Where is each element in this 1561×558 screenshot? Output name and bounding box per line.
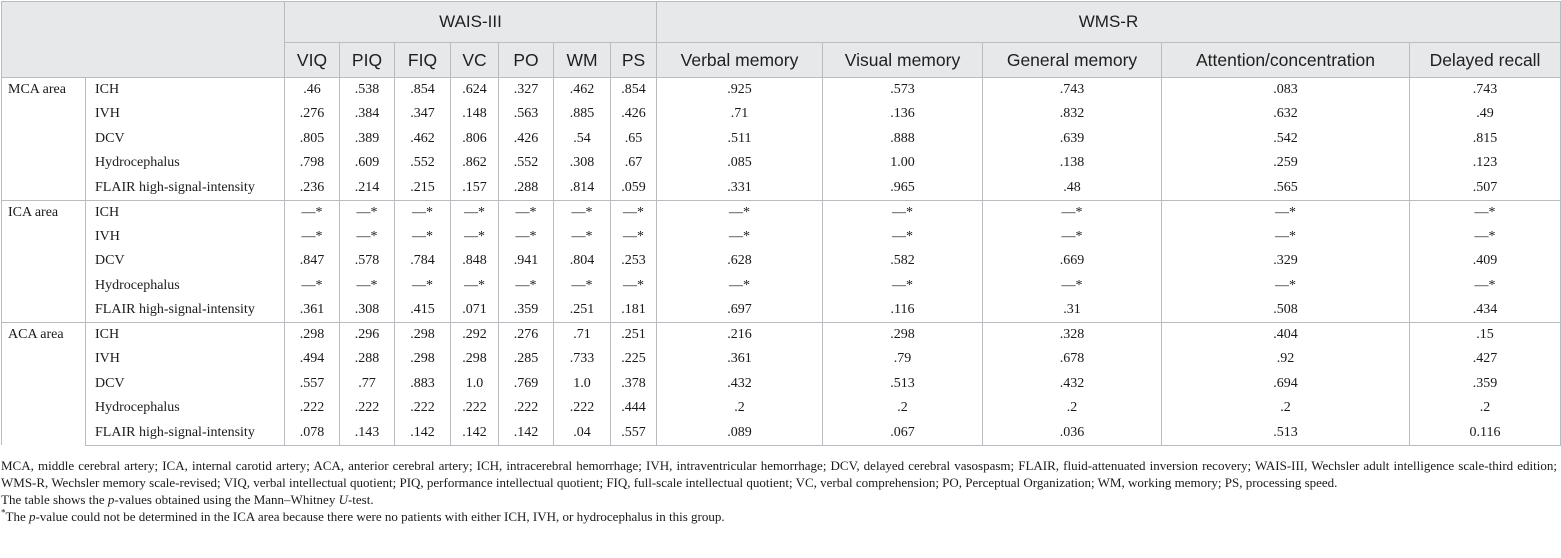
variable-label: FLAIR high-signal-intensity (86, 421, 285, 446)
p-value-cell: .276 (499, 323, 554, 348)
p-value-cell: .578 (340, 249, 395, 274)
table-row (2, 200, 1561, 225)
p-value-cell: .222 (499, 396, 554, 421)
p-value-cell: .848 (451, 249, 499, 274)
p-value-cell: .298 (395, 323, 451, 348)
p-value-cell: .083 (1162, 78, 1410, 103)
p-value-cell: —* (285, 225, 340, 250)
p-value-cell: —* (395, 200, 451, 225)
table-row (2, 127, 1561, 152)
p-value-cell: .2 (1410, 396, 1561, 421)
p-value-cell: .214 (340, 176, 395, 201)
p-value-cell: —* (611, 274, 657, 299)
p-value-cell: .136 (823, 102, 983, 127)
p-value-cell: .511 (657, 127, 823, 152)
p-value-cell: —* (285, 200, 340, 225)
p-value-cell: .888 (823, 127, 983, 152)
p-value-cell: .854 (611, 78, 657, 103)
p-value-cell: .251 (554, 298, 611, 323)
variable-label: FLAIR high-signal-intensity (86, 176, 285, 201)
p-value-cell: .04 (554, 421, 611, 446)
p-value-cell: .426 (499, 127, 554, 152)
p-value-cell: .225 (611, 347, 657, 372)
footnote: *The p-value could not be determined in the ICA area because there were no patients with either ICH, IVH, or hydrocephalus in this group. (1, 507, 725, 524)
p-value-cell: .378 (611, 372, 657, 397)
p-value-cell: .215 (395, 176, 451, 201)
p-value-cell: .067 (823, 421, 983, 446)
p-value-cell: .565 (1162, 176, 1410, 201)
p-value-cell: .628 (657, 249, 823, 274)
p-value-cell: .669 (983, 249, 1162, 274)
p-value-cell: —* (657, 200, 823, 225)
p-value-cell: .557 (611, 421, 657, 446)
variable-label: Hydrocephalus (86, 151, 285, 176)
variable-label: Hydrocephalus (86, 396, 285, 421)
p-value-cell: .285 (499, 347, 554, 372)
p-value-cell: —* (451, 274, 499, 299)
p-value-cell: .415 (395, 298, 451, 323)
p-value-cell: .769 (499, 372, 554, 397)
table-row (2, 176, 1561, 201)
table-row (2, 372, 1561, 397)
p-value-cell: —* (657, 274, 823, 299)
variable-label: ICH (86, 323, 285, 348)
p-value-cell: .77 (340, 372, 395, 397)
p-value-cell: .832 (983, 102, 1162, 127)
p-value-cell: —* (451, 225, 499, 250)
variable-label: FLAIR high-signal-intensity (86, 298, 285, 323)
col-header-wms: Delayed recall (1410, 43, 1561, 78)
p-value-cell: .116 (823, 298, 983, 323)
p-value-cell: .404 (1162, 323, 1410, 348)
p-value-cell: .071 (451, 298, 499, 323)
p-value-cell: .298 (823, 323, 983, 348)
p-value-cell: .432 (657, 372, 823, 397)
p-value-cell: .308 (554, 151, 611, 176)
p-value-cell: 1.0 (451, 372, 499, 397)
p-value-cell: .359 (499, 298, 554, 323)
p-value-cell: .46 (285, 78, 340, 103)
p-value-cell: .65 (611, 127, 657, 152)
p-value-cell: .222 (340, 396, 395, 421)
col-header-wais: FIQ (395, 43, 451, 78)
p-value-cell: —* (499, 274, 554, 299)
p-value-cell: .15 (1410, 323, 1561, 348)
p-value-cell: .296 (340, 323, 395, 348)
p-value-cell: —* (395, 225, 451, 250)
p-value-cell: .582 (823, 249, 983, 274)
p-value-cell: —* (983, 225, 1162, 250)
p-value-cell: .885 (554, 102, 611, 127)
p-value-cell: .143 (340, 421, 395, 446)
p-value-cell: .123 (1410, 151, 1561, 176)
variable-label: IVH (86, 347, 285, 372)
p-value-cell: —* (1410, 274, 1561, 299)
p-value-cell: .259 (1162, 151, 1410, 176)
stub-header (2, 2, 285, 78)
p-value-cell: 0.116 (1410, 421, 1561, 446)
p-value-cell: .142 (499, 421, 554, 446)
test-note: The table shows the p-values obtained using the Mann–Whitney U-test. (1, 492, 374, 507)
table-row (2, 421, 1561, 446)
p-value-cell: .251 (611, 323, 657, 348)
wms-group-header: WMS-R (657, 2, 1561, 43)
p-value-cell: .743 (1410, 78, 1561, 103)
p-value-cell: .036 (983, 421, 1162, 446)
p-value-cell: .54 (554, 127, 611, 152)
table-row (2, 323, 1561, 348)
p-value-cell: .806 (451, 127, 499, 152)
p-value-cell: .804 (554, 249, 611, 274)
p-value-cell: .361 (285, 298, 340, 323)
table-row (2, 102, 1561, 127)
p-value-cell: .409 (1410, 249, 1561, 274)
p-value-cell: .538 (340, 78, 395, 103)
p-value-cell: —* (1162, 225, 1410, 250)
p-value-cell: .236 (285, 176, 340, 201)
p-value-cell: —* (554, 274, 611, 299)
p-value-cell: .434 (1410, 298, 1561, 323)
p-value-cell: .92 (1162, 347, 1410, 372)
p-value-cell: —* (823, 225, 983, 250)
p-value-cell: .557 (285, 372, 340, 397)
table-row (2, 225, 1561, 250)
p-value-cell: .678 (983, 347, 1162, 372)
abbreviations-note: MCA, middle cerebral artery; ICA, internal carotid artery; ACA, anterior cerebral artery; ICH, intracerebral hemorrhage; IVH, intraventricular hemorrhage; DCV, delayed cerebral vasospasm; FLAIR, fluid-attenuated inversion recovery; WAIS-III, Wechsler adult intelligence scale-third edition; WMS-R, Wechsler memory scale-revised; VIQ, verbal intellectual quotient; PIQ, performance intellectual quotient; FIQ, full-scale intellectual quotient; VC, verbal comprehension; PO, Perceptual Organization; WM, working memory; PS, processing speed. (1, 458, 1557, 490)
p-value-cell: .288 (340, 347, 395, 372)
p-value-cell: —* (1410, 225, 1561, 250)
p-value-cell: —* (499, 225, 554, 250)
variable-label: ICH (86, 200, 285, 225)
table-notes (1, 457, 1557, 525)
col-header-wais: PIQ (340, 43, 395, 78)
p-value-cell: .384 (340, 102, 395, 127)
p-value-cell: .507 (1410, 176, 1561, 201)
p-value-cell: —* (340, 225, 395, 250)
variable-label: DCV (86, 249, 285, 274)
variable-label: DCV (86, 127, 285, 152)
variable-label: Hydrocephalus (86, 274, 285, 299)
table-row (2, 151, 1561, 176)
variable-label: IVH (86, 102, 285, 127)
p-value-cell: .624 (451, 78, 499, 103)
p-value-cell: —* (340, 274, 395, 299)
p-value-cell: .2 (823, 396, 983, 421)
p-value-cell: —* (554, 200, 611, 225)
p-value-cell: .815 (1410, 127, 1561, 152)
p-value-cell: .71 (554, 323, 611, 348)
p-value-cell: .142 (451, 421, 499, 446)
p-value-cell: .632 (1162, 102, 1410, 127)
p-value-cell: .157 (451, 176, 499, 201)
p-value-cell: .216 (657, 323, 823, 348)
p-value-cell: .328 (983, 323, 1162, 348)
p-value-cell: .078 (285, 421, 340, 446)
p-value-cell: .49 (1410, 102, 1561, 127)
p-value-cell: .298 (395, 347, 451, 372)
p-value-cell: .941 (499, 249, 554, 274)
table-row (2, 249, 1561, 274)
p-value-cell: —* (340, 200, 395, 225)
table-row (2, 78, 1561, 103)
col-header-wms: Verbal memory (657, 43, 823, 78)
col-header-wms: General memory (983, 43, 1162, 78)
p-value-cell: —* (983, 274, 1162, 299)
p-value-cell: .563 (499, 102, 554, 127)
p-value-cell: —* (1162, 200, 1410, 225)
p-value-cell: .552 (395, 151, 451, 176)
p-value-cell: .2 (657, 396, 823, 421)
wais-group-header: WAIS-III (285, 2, 657, 43)
p-value-cell: 1.00 (823, 151, 983, 176)
p-value-cell: .2 (983, 396, 1162, 421)
p-value-cell: .513 (823, 372, 983, 397)
p-value-cell: .573 (823, 78, 983, 103)
p-value-cell: .784 (395, 249, 451, 274)
p-value-cell: —* (285, 274, 340, 299)
p-value-cell: .292 (451, 323, 499, 348)
p-value-cell: .862 (451, 151, 499, 176)
p-value-cell: .331 (657, 176, 823, 201)
p-value-cell: .494 (285, 347, 340, 372)
table-row (2, 347, 1561, 372)
p-value-cell: .847 (285, 249, 340, 274)
p-value-cell: —* (499, 200, 554, 225)
p-value-cell: —* (657, 225, 823, 250)
p-value-cell: .513 (1162, 421, 1410, 446)
p-value-cell: —* (554, 225, 611, 250)
p-value-cell: —* (395, 274, 451, 299)
p-value-cell: .359 (1410, 372, 1561, 397)
p-value-cell: .733 (554, 347, 611, 372)
table-row (2, 396, 1561, 421)
p-value-cell: —* (451, 200, 499, 225)
p-value-cell: .432 (983, 372, 1162, 397)
p-value-cell: .79 (823, 347, 983, 372)
p-value-cell: .138 (983, 151, 1162, 176)
p-value-cell: .2 (1162, 396, 1410, 421)
p-value-cell: .089 (657, 421, 823, 446)
p-value-cell: .427 (1410, 347, 1561, 372)
p-value-cell: —* (1410, 200, 1561, 225)
p-value-cell: .059 (611, 176, 657, 201)
p-value-cell: .426 (611, 102, 657, 127)
p-value-cell: .276 (285, 102, 340, 127)
p-value-cell: .814 (554, 176, 611, 201)
p-value-cell: .805 (285, 127, 340, 152)
group-label: ACA area (2, 323, 86, 446)
col-header-wais: PS (611, 43, 657, 78)
p-value-cell: —* (823, 200, 983, 225)
col-header-wais: PO (499, 43, 554, 78)
p-value-cell: .697 (657, 298, 823, 323)
group-label: MCA area (2, 78, 86, 201)
p-value-cell: .444 (611, 396, 657, 421)
col-header-wms: Attention/concentration (1162, 43, 1410, 78)
p-value-cell: .298 (285, 323, 340, 348)
p-value-cell: .965 (823, 176, 983, 201)
col-header-wais: VC (451, 43, 499, 78)
p-value-cell: .222 (285, 396, 340, 421)
variable-label: DCV (86, 372, 285, 397)
p-value-cell: —* (1162, 274, 1410, 299)
p-value-cell: —* (983, 200, 1162, 225)
p-value-cell: —* (611, 225, 657, 250)
p-value-cell: 1.0 (554, 372, 611, 397)
p-value-cell: .798 (285, 151, 340, 176)
p-value-cell: .253 (611, 249, 657, 274)
p-value-cell: .389 (340, 127, 395, 152)
table-row (2, 298, 1561, 323)
p-value-cell: .48 (983, 176, 1162, 201)
p-value-cell: .298 (451, 347, 499, 372)
p-value-cell: .609 (340, 151, 395, 176)
results-table (1, 1, 1561, 446)
col-header-wais: WM (554, 43, 611, 78)
p-value-cell: .639 (983, 127, 1162, 152)
p-value-cell: .67 (611, 151, 657, 176)
p-value-cell: .542 (1162, 127, 1410, 152)
variable-label: IVH (86, 225, 285, 250)
p-value-cell: .308 (340, 298, 395, 323)
p-value-cell: .222 (395, 396, 451, 421)
p-value-cell: .288 (499, 176, 554, 201)
p-value-cell: .142 (395, 421, 451, 446)
p-value-cell: .181 (611, 298, 657, 323)
p-value-cell: .854 (395, 78, 451, 103)
p-value-cell: .508 (1162, 298, 1410, 323)
p-value-cell: .148 (451, 102, 499, 127)
p-value-cell: .925 (657, 78, 823, 103)
p-value-cell: .347 (395, 102, 451, 127)
group-label: ICA area (2, 200, 86, 323)
p-value-cell: .883 (395, 372, 451, 397)
p-value-cell: .329 (1162, 249, 1410, 274)
table-row (2, 274, 1561, 299)
p-value-cell: .462 (395, 127, 451, 152)
p-value-cell: .462 (554, 78, 611, 103)
p-value-cell: .71 (657, 102, 823, 127)
p-value-cell: .694 (1162, 372, 1410, 397)
p-value-cell: .31 (983, 298, 1162, 323)
p-value-cell: —* (823, 274, 983, 299)
col-header-wms: Visual memory (823, 43, 983, 78)
p-value-cell: .222 (451, 396, 499, 421)
p-value-cell: .552 (499, 151, 554, 176)
p-value-cell: .361 (657, 347, 823, 372)
p-value-cell: .743 (983, 78, 1162, 103)
p-value-cell: .327 (499, 78, 554, 103)
p-value-cell: —* (611, 200, 657, 225)
p-value-cell: .222 (554, 396, 611, 421)
variable-label: ICH (86, 78, 285, 103)
col-header-wais: VIQ (285, 43, 340, 78)
p-value-cell: .085 (657, 151, 823, 176)
